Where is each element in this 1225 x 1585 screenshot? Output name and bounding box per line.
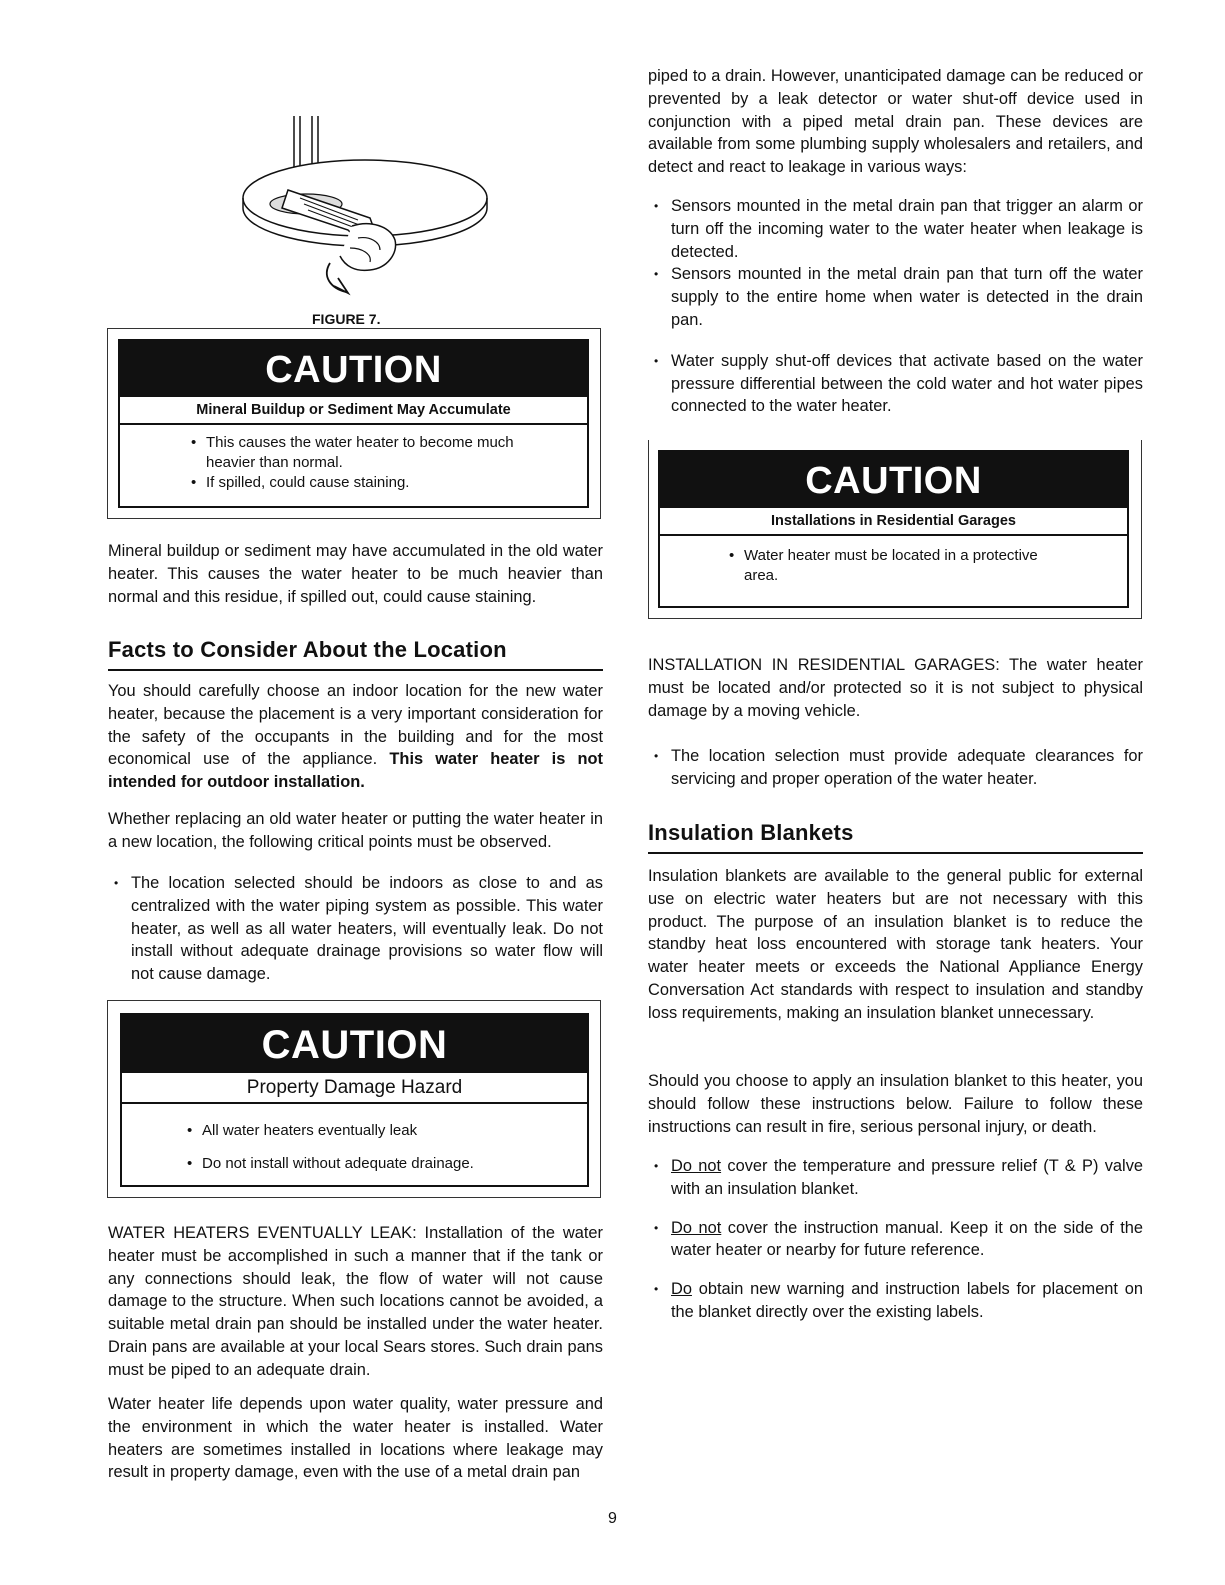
paragraph-life: Water heater life depends upon water quality, water pressure and the environment in which the water heater is installed. Water heaters are sometimes installed in locations where leakage may result in property damage, even with the use of a metal drain pan [108, 1395, 603, 1482]
blanket-item-text: cover the temperature and pressure relief (T & P) valve with an insulation blanket. [671, 1157, 1143, 1198]
blanket-item-lead: Do not [671, 1157, 722, 1175]
paragraph-piped: piped to a drain. However, unanticipated damage can be reduced or prevented by a leak detector or water shut-off device used in conjunction with a piped metal drain pan. These devices are available from some plumbing supply wholesalers and retailers, and detect and react to leakage in various ways: [648, 67, 1143, 177]
blanket-list [648, 1155, 1143, 1324]
paragraph-insulation: Insulation blankets are available to the general public for external use on electric water heaters but are not necessary with this product. The purpose of an insulation blanket is to reduce the standby heat loss encountered with storage tank heaters. Your water heater meets or exceeds the National Appliance Energy Conversation Act standards with respect to insulation and standby loss requirements, making an insulation blanket unnecessary. [648, 867, 1143, 1022]
paragraph-mineral: Mineral buildup or sediment may have accumulated in the old water heater. This causes the water heater to be much heavier than normal and this residue, if spilled out, could cause staining. [108, 542, 603, 606]
bullet-location: • The location selected should be indoors as close to and as centralized with the water piping system as possible. This water heater, as well as all water heaters, will eventually leak. Do not install without adequate drainage provisions so water flow will not cause damage. [108, 872, 603, 986]
paragraph-choose: Should you choose to apply an insulation blanket to this heater, you should follow these instructions below. Failure to follow these instructions can result in fire, serious personal injury, or death. [648, 1072, 1143, 1136]
caution-item: • This causes the water heater to become much heavier than normal. [206, 433, 536, 473]
caution-subtitle: Installations in Residential Garages [660, 508, 1127, 536]
caution-subtitle: Mineral Buildup or Sediment May Accumulate [120, 397, 587, 425]
paragraph-location [108, 680, 603, 794]
blanket-item [648, 1278, 1143, 1324]
paragraph-replacing: Whether replacing an old water heater or putting the water heater in a new location, the following critical points must be observed. [108, 810, 603, 851]
page-number: 9 [608, 1510, 617, 1527]
sensor-item: • Sensors mounted in the metal drain pan that trigger an alarm or turn off the incoming water to the water heater when leakage is detected. [648, 195, 1143, 263]
caution-banner: CAUTION [120, 341, 587, 397]
sensor-list [648, 195, 1143, 418]
blanket-item-text: cover the instruction manual. Keep it on the side of the water heater or nearby for future reference. [671, 1218, 1143, 1260]
caution-box-mineral [107, 328, 601, 519]
heading-location: Facts to Consider About the Location [108, 637, 603, 671]
caution-item: • Water heater must be located in a protective area. [744, 546, 1064, 586]
caution-banner: CAUTION [660, 452, 1127, 508]
caution-item: • If spilled, could cause staining. [206, 473, 536, 493]
caution-item: • All water heaters eventually leak [202, 1114, 587, 1147]
sensor-item: • Sensors mounted in the metal drain pan that turn off the water supply to the entire home when water is detected in the drain pan. [648, 263, 1143, 331]
caution-item: • Do not install without adequate drainage. [202, 1147, 587, 1180]
figure-caption: FIGURE 7. [312, 311, 381, 327]
heading-insulation: Insulation Blankets [648, 820, 1143, 854]
blanket-item-lead: Do not [671, 1218, 722, 1237]
caution-subtitle: Property Damage Hazard [122, 1073, 587, 1104]
blanket-item-lead: Do [671, 1280, 692, 1299]
caution-box-property [107, 1000, 601, 1198]
paragraph-location-text: You should carefully choose an indoor location for the new water heater, because the placement is a very important consideration for the safety of the occupants in the building and for the most economical use of the appliance. [108, 682, 603, 769]
paragraph-leak: WATER HEATERS EVENTUALLY LEAK: Installation of the water heater must be accomplished in such a manner that if the tank or any connections should leak, the flow of water will not cause damage to the structure. When such locations cannot be avoided, a suitable metal drain pan should be installed under the water heater. Drain pans are available at your local Sears stores. Such drain pans must be piped to an adequate drain. [108, 1224, 603, 1379]
bullet-clearance: • The location selection must provide adequate clearances for servicing and proper operation of the water heater. [648, 745, 1143, 791]
caution-banner: CAUTION [122, 1015, 587, 1073]
figure-7 [230, 108, 500, 298]
outdoor-warning: This water heater is not intended for outdoor installation. [108, 750, 603, 792]
blanket-item-text: obtain new warning and instruction labels for placement on the blanket directly over the existing labels. [671, 1280, 1143, 1321]
blanket-item [648, 1155, 1143, 1201]
sensor-item: • Water supply shut-off devices that activate based on the water pressure differential between the cold water and hot water pipes connected to the water heater. [648, 350, 1143, 418]
caution-box-garage [648, 440, 1142, 619]
blanket-item [648, 1217, 1143, 1263]
paragraph-garage: INSTALLATION IN RESIDENTIAL GARAGES: The water heater must be located and/or protected so it is not subject to physical damage by a moving vehicle. [648, 656, 1143, 720]
water-heater-wrench-illustration [230, 108, 500, 298]
